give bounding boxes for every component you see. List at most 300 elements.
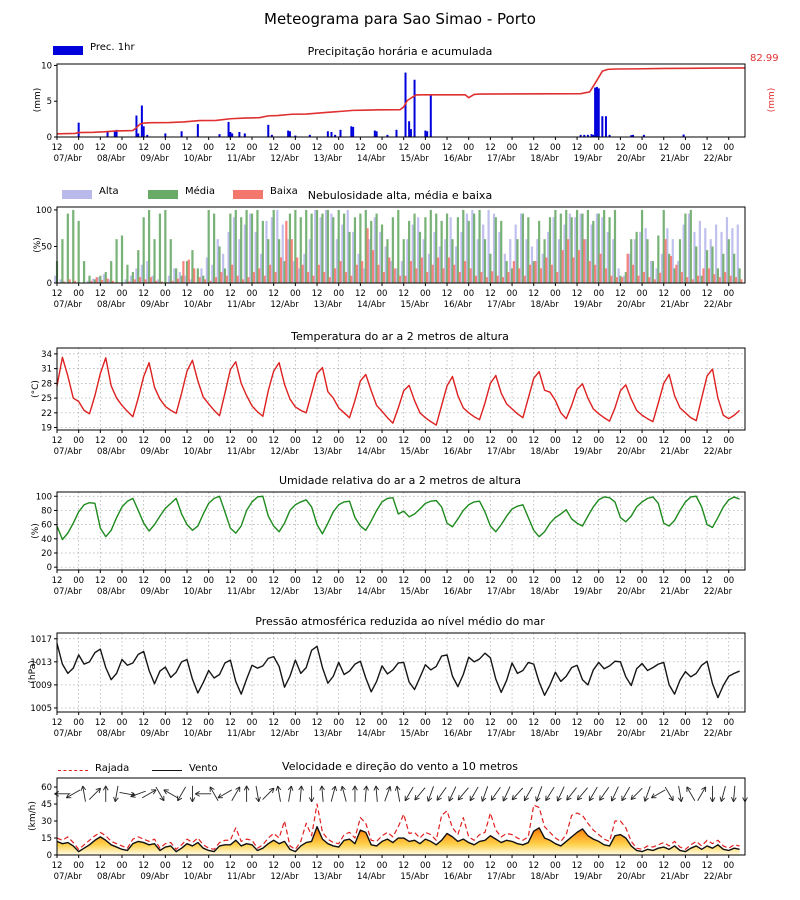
svg-text:12: 12	[398, 861, 410, 871]
svg-text:12: 12	[701, 289, 713, 299]
svg-text:14/Abr: 14/Abr	[357, 447, 386, 457]
svg-text:08/Abr: 08/Abr	[96, 154, 126, 164]
svg-text:00: 00	[506, 718, 518, 728]
svg-text:00: 00	[73, 861, 85, 871]
svg-text:00: 00	[333, 576, 345, 586]
svg-text:12: 12	[51, 289, 63, 299]
svg-text:00: 00	[593, 718, 605, 728]
ylabel-cloudiness: (%)	[33, 237, 43, 253]
svg-text:15/Abr: 15/Abr	[400, 729, 429, 739]
svg-text:12/Abr: 12/Abr	[270, 154, 299, 164]
svg-text:12: 12	[701, 143, 713, 153]
chart-pressure-svg	[0, 609, 800, 744]
cloud-media-label: Média	[185, 186, 216, 197]
svg-text:10/Abr: 10/Abr	[183, 729, 213, 739]
svg-text:1013: 1013	[30, 657, 52, 668]
svg-text:00: 00	[463, 289, 475, 299]
svg-text:09/Abr: 09/Abr	[140, 729, 169, 739]
svg-text:12: 12	[571, 861, 583, 871]
svg-text:00: 00	[289, 861, 301, 871]
svg-text:12: 12	[268, 861, 280, 871]
svg-text:07/Abr: 07/Abr	[53, 154, 83, 164]
svg-text:12: 12	[571, 289, 583, 299]
svg-text:20: 20	[41, 548, 52, 559]
svg-text:00: 00	[506, 576, 518, 586]
svg-text:00: 00	[203, 289, 215, 299]
svg-text:11/Abr: 11/Abr	[226, 729, 256, 739]
svg-text:00: 00	[679, 861, 691, 871]
svg-text:22/Abr: 22/Abr	[703, 447, 733, 457]
svg-text:00: 00	[549, 861, 561, 871]
svg-text:1009: 1009	[30, 680, 52, 691]
svg-text:0: 0	[46, 563, 52, 574]
accumulated-total-label: 82.99	[750, 53, 779, 64]
svg-text:19/Abr: 19/Abr	[573, 587, 603, 597]
svg-text:00: 00	[73, 576, 85, 586]
svg-text:12: 12	[441, 576, 453, 586]
svg-text:45: 45	[41, 800, 52, 811]
svg-text:11/Abr: 11/Abr	[226, 154, 256, 164]
svg-text:00: 00	[203, 436, 215, 446]
svg-text:00: 00	[506, 861, 518, 871]
svg-text:00: 00	[549, 289, 561, 299]
svg-text:19/Abr: 19/Abr	[573, 447, 603, 457]
svg-text:21/Abr: 21/Abr	[660, 729, 689, 739]
svg-text:00: 00	[679, 289, 691, 299]
svg-text:13/Abr: 13/Abr	[313, 587, 343, 597]
svg-text:12: 12	[311, 436, 323, 446]
svg-text:17/Abr: 17/Abr	[487, 154, 516, 164]
wind-vento-label: Vento	[189, 763, 218, 774]
svg-text:12: 12	[441, 143, 453, 153]
page-title: Meteograma para Sao Simao - Porto	[264, 10, 536, 28]
svg-text:19/Abr: 19/Abr	[573, 729, 603, 739]
svg-text:00: 00	[419, 289, 431, 299]
svg-text:09/Abr: 09/Abr	[140, 154, 169, 164]
svg-text:12: 12	[51, 718, 63, 728]
svg-text:08/Abr: 08/Abr	[96, 300, 126, 310]
svg-text:12: 12	[398, 436, 410, 446]
chart-humidity-svg	[0, 468, 800, 602]
svg-text:22/Abr: 22/Abr	[703, 587, 733, 597]
svg-text:19/Abr: 19/Abr	[573, 154, 603, 164]
svg-text:21/Abr: 21/Abr	[660, 872, 689, 882]
svg-text:00: 00	[159, 861, 171, 871]
svg-text:21/Abr: 21/Abr	[660, 587, 689, 597]
svg-text:00: 00	[636, 861, 648, 871]
svg-text:00: 00	[419, 436, 431, 446]
svg-text:20/Abr: 20/Abr	[617, 729, 646, 739]
svg-text:40: 40	[41, 534, 52, 545]
svg-text:00: 00	[419, 576, 431, 586]
svg-text:12: 12	[614, 436, 626, 446]
svg-text:12: 12	[398, 289, 410, 299]
right-axis-label-mm: (mm)	[767, 87, 777, 113]
svg-text:100: 100	[35, 205, 52, 216]
svg-text:00: 00	[246, 718, 258, 728]
cloud-baixa-label: Baixa	[270, 186, 298, 197]
svg-text:00: 00	[593, 576, 605, 586]
svg-text:12: 12	[138, 143, 150, 153]
ylabel-temperature: (°C)	[31, 380, 41, 398]
chart-precipitation-svg	[0, 40, 800, 169]
svg-text:12: 12	[528, 143, 540, 153]
svg-text:17/Abr: 17/Abr	[487, 872, 516, 882]
svg-text:00: 00	[376, 576, 388, 586]
svg-text:00: 00	[376, 436, 388, 446]
svg-text:12: 12	[354, 718, 366, 728]
svg-text:18/Abr: 18/Abr	[530, 300, 559, 310]
svg-text:00: 00	[289, 143, 301, 153]
svg-text:12: 12	[224, 436, 236, 446]
svg-text:12: 12	[51, 143, 63, 153]
svg-text:10/Abr: 10/Abr	[183, 447, 213, 457]
svg-text:12: 12	[528, 718, 540, 728]
svg-text:12: 12	[571, 436, 583, 446]
svg-text:12: 12	[528, 436, 540, 446]
svg-text:00: 00	[463, 436, 475, 446]
svg-text:08/Abr: 08/Abr	[96, 447, 126, 457]
svg-text:15/Abr: 15/Abr	[400, 447, 429, 457]
svg-text:12: 12	[398, 143, 410, 153]
svg-text:00: 00	[723, 718, 735, 728]
svg-text:21/Abr: 21/Abr	[660, 447, 689, 457]
svg-text:12: 12	[484, 289, 496, 299]
svg-text:00: 00	[419, 861, 431, 871]
svg-text:12: 12	[614, 576, 626, 586]
svg-text:00: 00	[116, 436, 128, 446]
svg-text:00: 00	[289, 576, 301, 586]
svg-text:12: 12	[484, 576, 496, 586]
svg-text:60: 60	[41, 520, 52, 531]
svg-text:00: 00	[679, 576, 691, 586]
svg-text:14/Abr: 14/Abr	[357, 587, 386, 597]
svg-text:12: 12	[311, 143, 323, 153]
svg-text:00: 00	[679, 143, 691, 153]
svg-text:12: 12	[441, 861, 453, 871]
svg-text:15/Abr: 15/Abr	[400, 872, 429, 882]
svg-text:00: 00	[333, 436, 345, 446]
svg-text:22: 22	[41, 408, 52, 419]
chart-title-pressure: Pressão atmosférica reduzida ao nível médio do mar	[255, 615, 545, 628]
svg-text:12: 12	[181, 576, 193, 586]
svg-text:12: 12	[484, 718, 496, 728]
svg-text:09/Abr: 09/Abr	[140, 447, 169, 457]
svg-text:18/Abr: 18/Abr	[530, 872, 559, 882]
svg-text:08/Abr: 08/Abr	[96, 872, 126, 882]
svg-text:11/Abr: 11/Abr	[226, 300, 256, 310]
svg-text:20/Abr: 20/Abr	[617, 154, 646, 164]
svg-text:22/Abr: 22/Abr	[703, 154, 733, 164]
svg-text:19/Abr: 19/Abr	[573, 300, 603, 310]
svg-text:00: 00	[376, 861, 388, 871]
chart-title-humidity: Umidade relativa do ar a 2 metros de altura	[278, 474, 522, 487]
svg-text:12: 12	[354, 576, 366, 586]
svg-text:12: 12	[398, 576, 410, 586]
chart-title-temperature: Temperatura do ar a 2 metros de altura	[291, 330, 509, 343]
svg-text:15/Abr: 15/Abr	[400, 587, 429, 597]
svg-text:00: 00	[246, 143, 258, 153]
svg-text:18/Abr: 18/Abr	[530, 729, 559, 739]
svg-text:12: 12	[138, 861, 150, 871]
svg-text:19/Abr: 19/Abr	[573, 872, 603, 882]
ylabel-precipitation: (mm)	[33, 87, 43, 113]
svg-text:12/Abr: 12/Abr	[270, 872, 299, 882]
svg-text:10/Abr: 10/Abr	[183, 154, 213, 164]
svg-text:20/Abr: 20/Abr	[617, 587, 646, 597]
svg-text:00: 00	[636, 718, 648, 728]
svg-text:12: 12	[138, 576, 150, 586]
svg-text:12: 12	[614, 289, 626, 299]
svg-text:10: 10	[41, 61, 52, 72]
svg-text:17/Abr: 17/Abr	[487, 300, 516, 310]
svg-text:30: 30	[41, 817, 52, 828]
svg-text:12: 12	[268, 143, 280, 153]
svg-text:00: 00	[463, 576, 475, 586]
svg-text:00: 00	[333, 289, 345, 299]
svg-text:22/Abr: 22/Abr	[703, 872, 733, 882]
svg-text:00: 00	[116, 143, 128, 153]
ylabel-wind: (km/h)	[28, 801, 38, 831]
svg-text:08/Abr: 08/Abr	[96, 587, 126, 597]
svg-text:12: 12	[701, 718, 713, 728]
svg-text:11/Abr: 11/Abr	[226, 447, 256, 457]
svg-text:12: 12	[354, 289, 366, 299]
svg-text:12: 12	[94, 576, 106, 586]
svg-text:00: 00	[723, 289, 735, 299]
svg-text:14/Abr: 14/Abr	[357, 872, 386, 882]
svg-text:09/Abr: 09/Abr	[140, 587, 169, 597]
svg-text:12: 12	[658, 718, 670, 728]
svg-text:00: 00	[679, 718, 691, 728]
svg-text:07/Abr: 07/Abr	[53, 587, 83, 597]
svg-text:13/Abr: 13/Abr	[313, 447, 343, 457]
svg-text:00: 00	[593, 289, 605, 299]
svg-text:00: 00	[419, 143, 431, 153]
svg-text:10/Abr: 10/Abr	[183, 872, 213, 882]
svg-text:12: 12	[138, 718, 150, 728]
svg-text:08/Abr: 08/Abr	[96, 729, 126, 739]
precip-legend-label: Prec. 1hr	[90, 42, 135, 53]
svg-text:00: 00	[159, 143, 171, 153]
svg-text:12: 12	[311, 289, 323, 299]
svg-text:34: 34	[41, 349, 52, 360]
svg-text:12: 12	[398, 718, 410, 728]
svg-text:12: 12	[571, 143, 583, 153]
svg-text:12/Abr: 12/Abr	[270, 729, 299, 739]
svg-text:0: 0	[46, 133, 52, 143]
svg-text:12: 12	[268, 576, 280, 586]
svg-text:00: 00	[73, 718, 85, 728]
svg-text:11/Abr: 11/Abr	[226, 872, 256, 882]
svg-text:15/Abr: 15/Abr	[400, 154, 429, 164]
svg-text:15: 15	[41, 834, 52, 845]
svg-text:00: 00	[159, 289, 171, 299]
svg-text:09/Abr: 09/Abr	[140, 872, 169, 882]
svg-text:12: 12	[224, 289, 236, 299]
svg-text:12: 12	[528, 576, 540, 586]
svg-text:12: 12	[354, 143, 366, 153]
svg-text:00: 00	[73, 436, 85, 446]
svg-text:13/Abr: 13/Abr	[313, 300, 343, 310]
svg-text:00: 00	[159, 436, 171, 446]
svg-text:12: 12	[181, 289, 193, 299]
svg-text:00: 00	[549, 576, 561, 586]
svg-text:07/Abr: 07/Abr	[53, 872, 83, 882]
svg-text:16/Abr: 16/Abr	[443, 872, 473, 882]
svg-text:00: 00	[636, 289, 648, 299]
svg-text:14/Abr: 14/Abr	[357, 729, 386, 739]
svg-text:12: 12	[354, 861, 366, 871]
svg-text:20/Abr: 20/Abr	[617, 872, 646, 882]
svg-text:00: 00	[203, 718, 215, 728]
svg-text:12: 12	[311, 718, 323, 728]
svg-text:0: 0	[46, 851, 52, 861]
svg-text:16/Abr: 16/Abr	[443, 587, 473, 597]
svg-text:21/Abr: 21/Abr	[660, 300, 689, 310]
svg-text:16/Abr: 16/Abr	[443, 300, 473, 310]
svg-text:00: 00	[463, 143, 475, 153]
svg-text:12/Abr: 12/Abr	[270, 447, 299, 457]
svg-text:12: 12	[94, 436, 106, 446]
svg-text:00: 00	[506, 436, 518, 446]
svg-text:00: 00	[246, 289, 258, 299]
svg-text:12: 12	[441, 718, 453, 728]
svg-text:28: 28	[41, 379, 52, 390]
svg-text:00: 00	[636, 436, 648, 446]
svg-text:16/Abr: 16/Abr	[443, 729, 473, 739]
svg-text:12: 12	[311, 861, 323, 871]
svg-text:12/Abr: 12/Abr	[270, 587, 299, 597]
svg-text:00: 00	[419, 718, 431, 728]
svg-text:00: 00	[333, 718, 345, 728]
svg-text:12: 12	[701, 861, 713, 871]
svg-text:00: 00	[246, 436, 258, 446]
svg-text:12: 12	[571, 718, 583, 728]
svg-text:12: 12	[571, 576, 583, 586]
chart-title-wind: Velocidade e direção do vento a 10 metros	[282, 760, 518, 773]
svg-text:00: 00	[289, 436, 301, 446]
svg-text:07/Abr: 07/Abr	[53, 447, 83, 457]
svg-text:07/Abr: 07/Abr	[53, 300, 83, 310]
svg-text:12/Abr: 12/Abr	[270, 300, 299, 310]
svg-text:00: 00	[723, 861, 735, 871]
cloud-alta-label: Alta	[99, 186, 119, 197]
svg-text:12: 12	[658, 289, 670, 299]
svg-text:00: 00	[376, 143, 388, 153]
svg-text:12: 12	[311, 576, 323, 586]
svg-text:00: 00	[549, 718, 561, 728]
svg-text:00: 00	[376, 718, 388, 728]
svg-text:50: 50	[41, 242, 52, 253]
svg-text:22/Abr: 22/Abr	[703, 300, 733, 310]
svg-text:31: 31	[41, 364, 52, 375]
svg-text:13/Abr: 13/Abr	[313, 872, 343, 882]
svg-text:00: 00	[636, 576, 648, 586]
svg-text:14/Abr: 14/Abr	[357, 154, 386, 164]
svg-text:00: 00	[289, 718, 301, 728]
svg-text:18/Abr: 18/Abr	[530, 587, 559, 597]
svg-text:16/Abr: 16/Abr	[443, 447, 473, 457]
svg-text:00: 00	[333, 861, 345, 871]
ylabel-humidity: (%)	[31, 523, 41, 539]
svg-text:00: 00	[116, 576, 128, 586]
svg-text:12: 12	[528, 861, 540, 871]
svg-text:12: 12	[614, 861, 626, 871]
svg-text:12: 12	[181, 143, 193, 153]
svg-text:12: 12	[441, 436, 453, 446]
svg-text:00: 00	[506, 289, 518, 299]
svg-text:12: 12	[354, 436, 366, 446]
svg-text:16/Abr: 16/Abr	[443, 154, 473, 164]
svg-text:00: 00	[463, 718, 475, 728]
svg-text:12: 12	[138, 289, 150, 299]
chart-title-cloudiness: Nebulosidade alta, média e baixa	[307, 189, 493, 202]
svg-text:00: 00	[593, 436, 605, 446]
svg-text:00: 00	[593, 861, 605, 871]
svg-text:12: 12	[224, 576, 236, 586]
svg-text:13/Abr: 13/Abr	[313, 729, 343, 739]
svg-text:12: 12	[181, 436, 193, 446]
svg-text:00: 00	[636, 143, 648, 153]
svg-text:22/Abr: 22/Abr	[703, 729, 733, 739]
svg-text:00: 00	[116, 718, 128, 728]
svg-text:12: 12	[181, 861, 193, 871]
svg-text:15/Abr: 15/Abr	[400, 300, 429, 310]
svg-text:12: 12	[138, 436, 150, 446]
svg-text:100: 100	[35, 492, 52, 503]
svg-text:00: 00	[246, 576, 258, 586]
svg-text:00: 00	[116, 289, 128, 299]
svg-text:00: 00	[289, 289, 301, 299]
svg-text:00: 00	[203, 143, 215, 153]
svg-text:00: 00	[159, 576, 171, 586]
svg-text:10/Abr: 10/Abr	[183, 587, 213, 597]
svg-text:00: 00	[203, 861, 215, 871]
svg-text:00: 00	[679, 436, 691, 446]
svg-text:12: 12	[484, 436, 496, 446]
svg-text:12: 12	[51, 576, 63, 586]
svg-text:07/Abr: 07/Abr	[53, 729, 83, 739]
svg-text:12: 12	[224, 718, 236, 728]
chart-cloudiness-svg	[0, 183, 800, 315]
svg-text:00: 00	[723, 143, 735, 153]
svg-text:19: 19	[41, 423, 52, 434]
svg-text:18/Abr: 18/Abr	[530, 154, 559, 164]
svg-text:1017: 1017	[30, 634, 52, 645]
svg-text:12: 12	[51, 861, 63, 871]
svg-text:12: 12	[94, 143, 106, 153]
svg-text:12: 12	[658, 143, 670, 153]
svg-text:80: 80	[41, 506, 52, 517]
svg-text:5: 5	[46, 97, 52, 108]
svg-text:12: 12	[181, 718, 193, 728]
svg-text:12: 12	[224, 861, 236, 871]
svg-text:12: 12	[94, 289, 106, 299]
svg-text:00: 00	[549, 436, 561, 446]
svg-text:12: 12	[268, 436, 280, 446]
chart-wind-svg	[0, 754, 800, 887]
svg-text:12: 12	[268, 289, 280, 299]
svg-text:12: 12	[484, 143, 496, 153]
svg-text:17/Abr: 17/Abr	[487, 729, 516, 739]
svg-text:12: 12	[614, 143, 626, 153]
wind-rajada-label: Rajada	[95, 763, 130, 774]
svg-text:13/Abr: 13/Abr	[313, 154, 343, 164]
svg-text:12: 12	[614, 718, 626, 728]
svg-text:17/Abr: 17/Abr	[487, 587, 516, 597]
svg-text:00: 00	[723, 436, 735, 446]
